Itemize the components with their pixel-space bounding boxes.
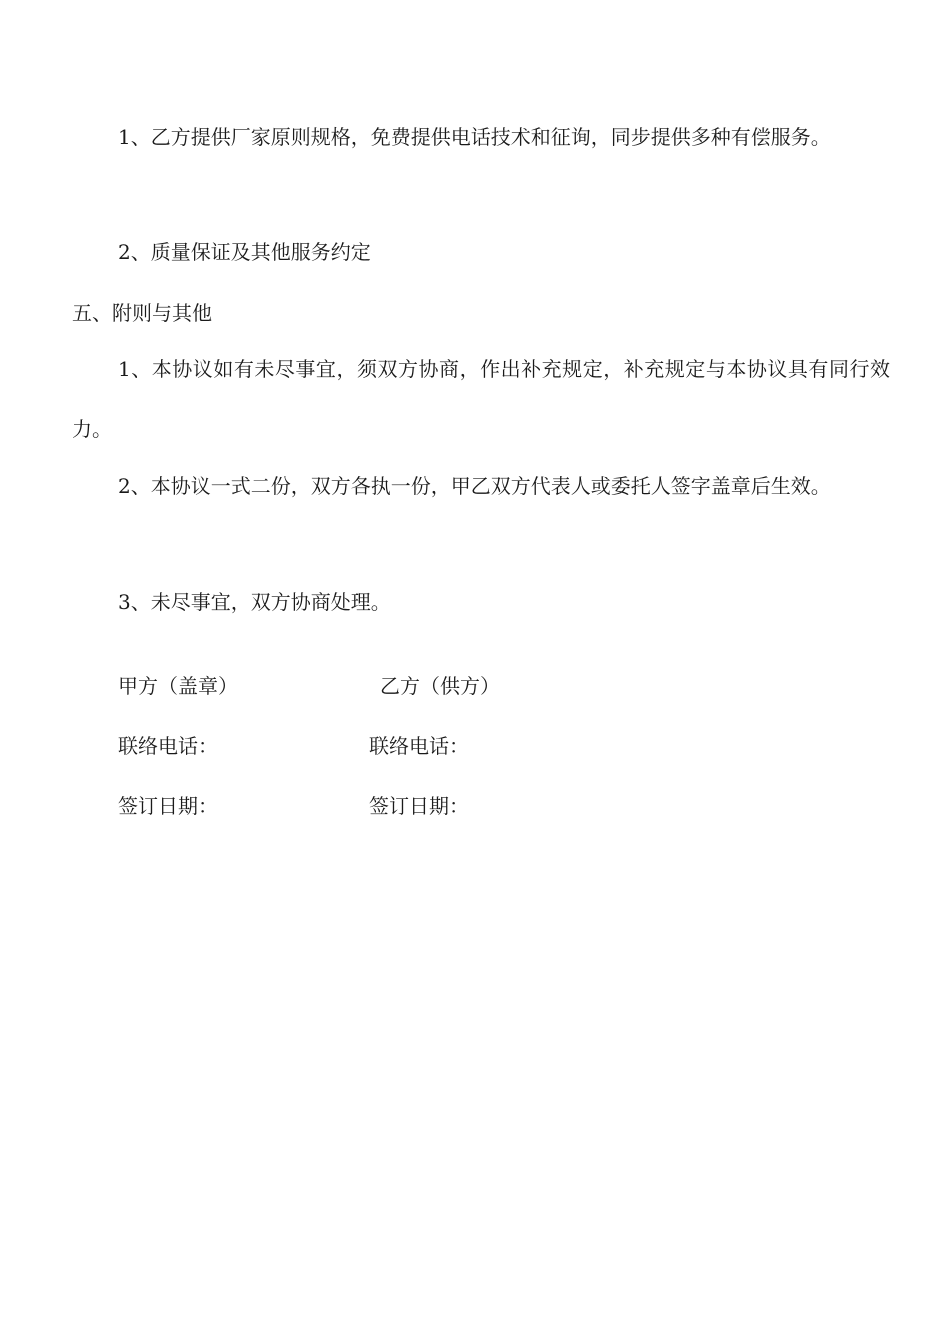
party-b-date-label: 签订日期： xyxy=(369,794,469,818)
service-clause-1: 1、乙方提供厂家原则规格，免费提供电话技术和征询，同步提供多种有偿服务。 xyxy=(118,125,831,149)
appendix-clause-1: 1、本协议如有未尽事宜，须双方协商，作出补充规定，补充规定与本协议具有同行效力。 xyxy=(72,357,890,441)
party-a-label: 甲方（盖章） xyxy=(118,674,238,698)
section-five-heading: 五、附则与其他 xyxy=(72,301,212,325)
appendix-clause-3: 3、未尽事宜，双方协商处理。 xyxy=(118,590,391,614)
party-b-label: 乙方（供方） xyxy=(380,674,500,698)
party-b-phone-label: 联络电话： xyxy=(369,734,469,758)
party-a-phone-label: 联络电话： xyxy=(118,734,218,758)
service-clause-2: 2、质量保证及其他服务约定 xyxy=(118,240,371,264)
appendix-clause-2: 2、本协议一式二份，双方各执一份，甲乙双方代表人或委托人签字盖章后生效。 xyxy=(118,474,831,498)
party-a-date-label: 签订日期： xyxy=(118,794,218,818)
